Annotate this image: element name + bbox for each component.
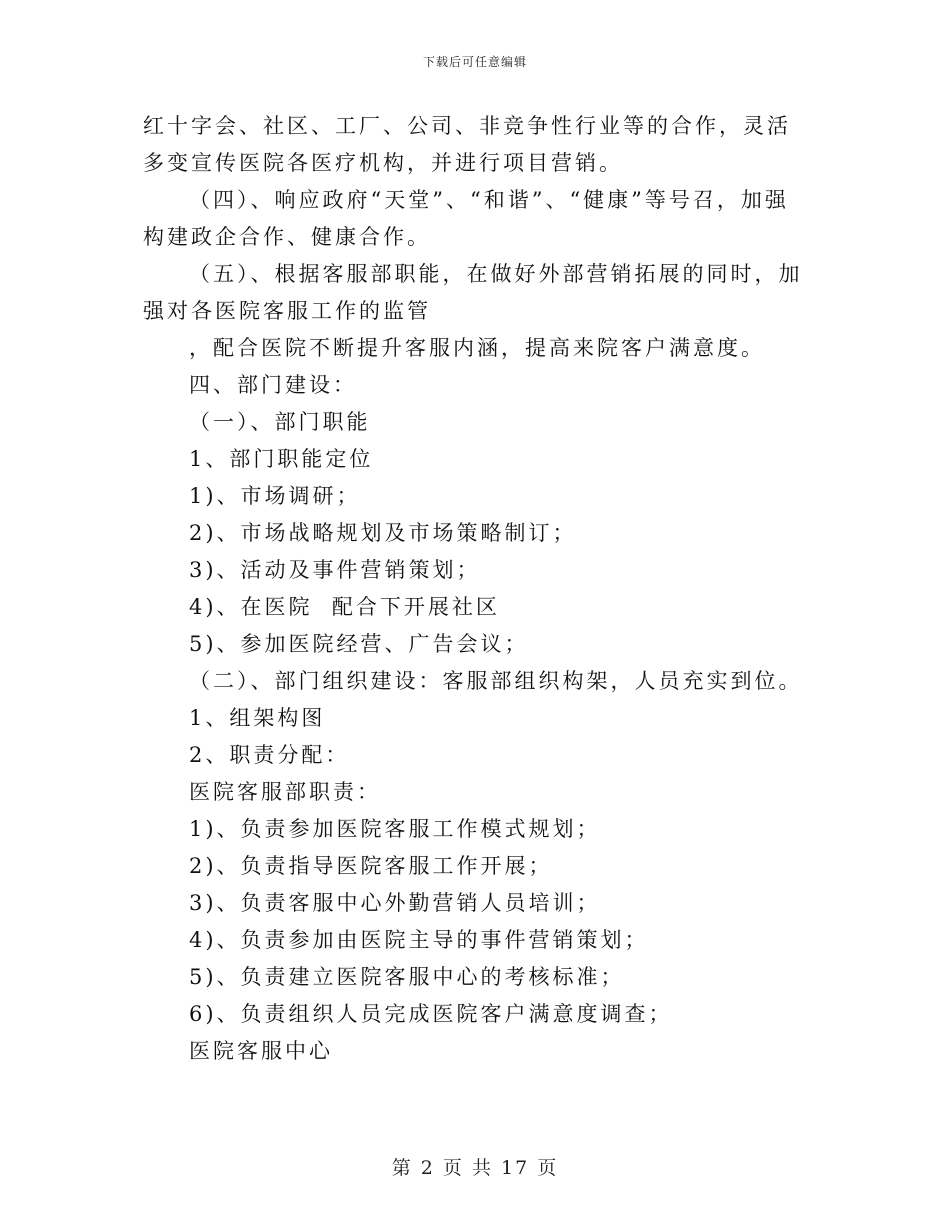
subsection-heading: （二）、部门组织建设：客服部组织构架，人员充实到位。 bbox=[189, 669, 803, 693]
subsection-heading: （一）、部门职能 bbox=[189, 410, 371, 434]
list-heading: 1、部门职能定位 bbox=[189, 447, 374, 471]
section-heading: 四、部门建设： bbox=[189, 373, 357, 397]
text-line: ，配合医院不断提升客服内涵，提高来院客户满意度。 bbox=[189, 336, 765, 360]
page-header: 下载后可任意编辑 bbox=[422, 55, 527, 69]
list-item: 4)、在医院 配合下开展社区 bbox=[189, 595, 500, 619]
list-item: 5)、参加医院经营、广告会议； bbox=[189, 632, 529, 656]
list-heading: 医院客服部职责： bbox=[189, 780, 381, 804]
list-item: 2)、市场战略规划及市场策略制订； bbox=[189, 521, 577, 545]
paragraph-item-4: （四）、响应政府“天堂”、“和谐”、“健康”等号召，加强构建政企合作、健康合作。 bbox=[143, 188, 789, 249]
list-item: 1)、市场调研； bbox=[189, 484, 361, 508]
document-body bbox=[143, 108, 803, 1070]
list-item: 3)、活动及事件营销策划； bbox=[189, 558, 481, 582]
list-heading: 2、职责分配： bbox=[189, 743, 350, 767]
page-number: 第 2 页 共 17 页 bbox=[391, 1157, 559, 1179]
paragraph-cooperation: 红十字会、社区、工厂、公司、非竞争性行业等的合作，灵活多变宣传医院各医疗机构，并进行项目营销。 bbox=[143, 114, 791, 175]
list-item: 4)、负责参加由医院主导的事件营销策划； bbox=[189, 928, 649, 952]
list-item: 2)、负责指导医院客服工作开展； bbox=[189, 854, 553, 878]
list-heading: 1、组架构图 bbox=[189, 706, 326, 730]
paragraph-item-5: （五）、根据客服部职能，在做好外部营销拓展的同时，加强对各医院客服工作的监管 bbox=[143, 262, 803, 323]
list-item: 5)、负责建立医院客服中心的考核标准； bbox=[189, 965, 625, 989]
list-item: 1)、负责参加医院客服工作模式规划； bbox=[189, 817, 601, 841]
list-item: 6)、负责组织人员完成医院客户满意度调查； bbox=[189, 1002, 673, 1026]
list-item: 3)、负责客服中心外勤营销人员培训； bbox=[189, 891, 601, 915]
list-heading: 医院客服中心 bbox=[189, 1039, 333, 1063]
